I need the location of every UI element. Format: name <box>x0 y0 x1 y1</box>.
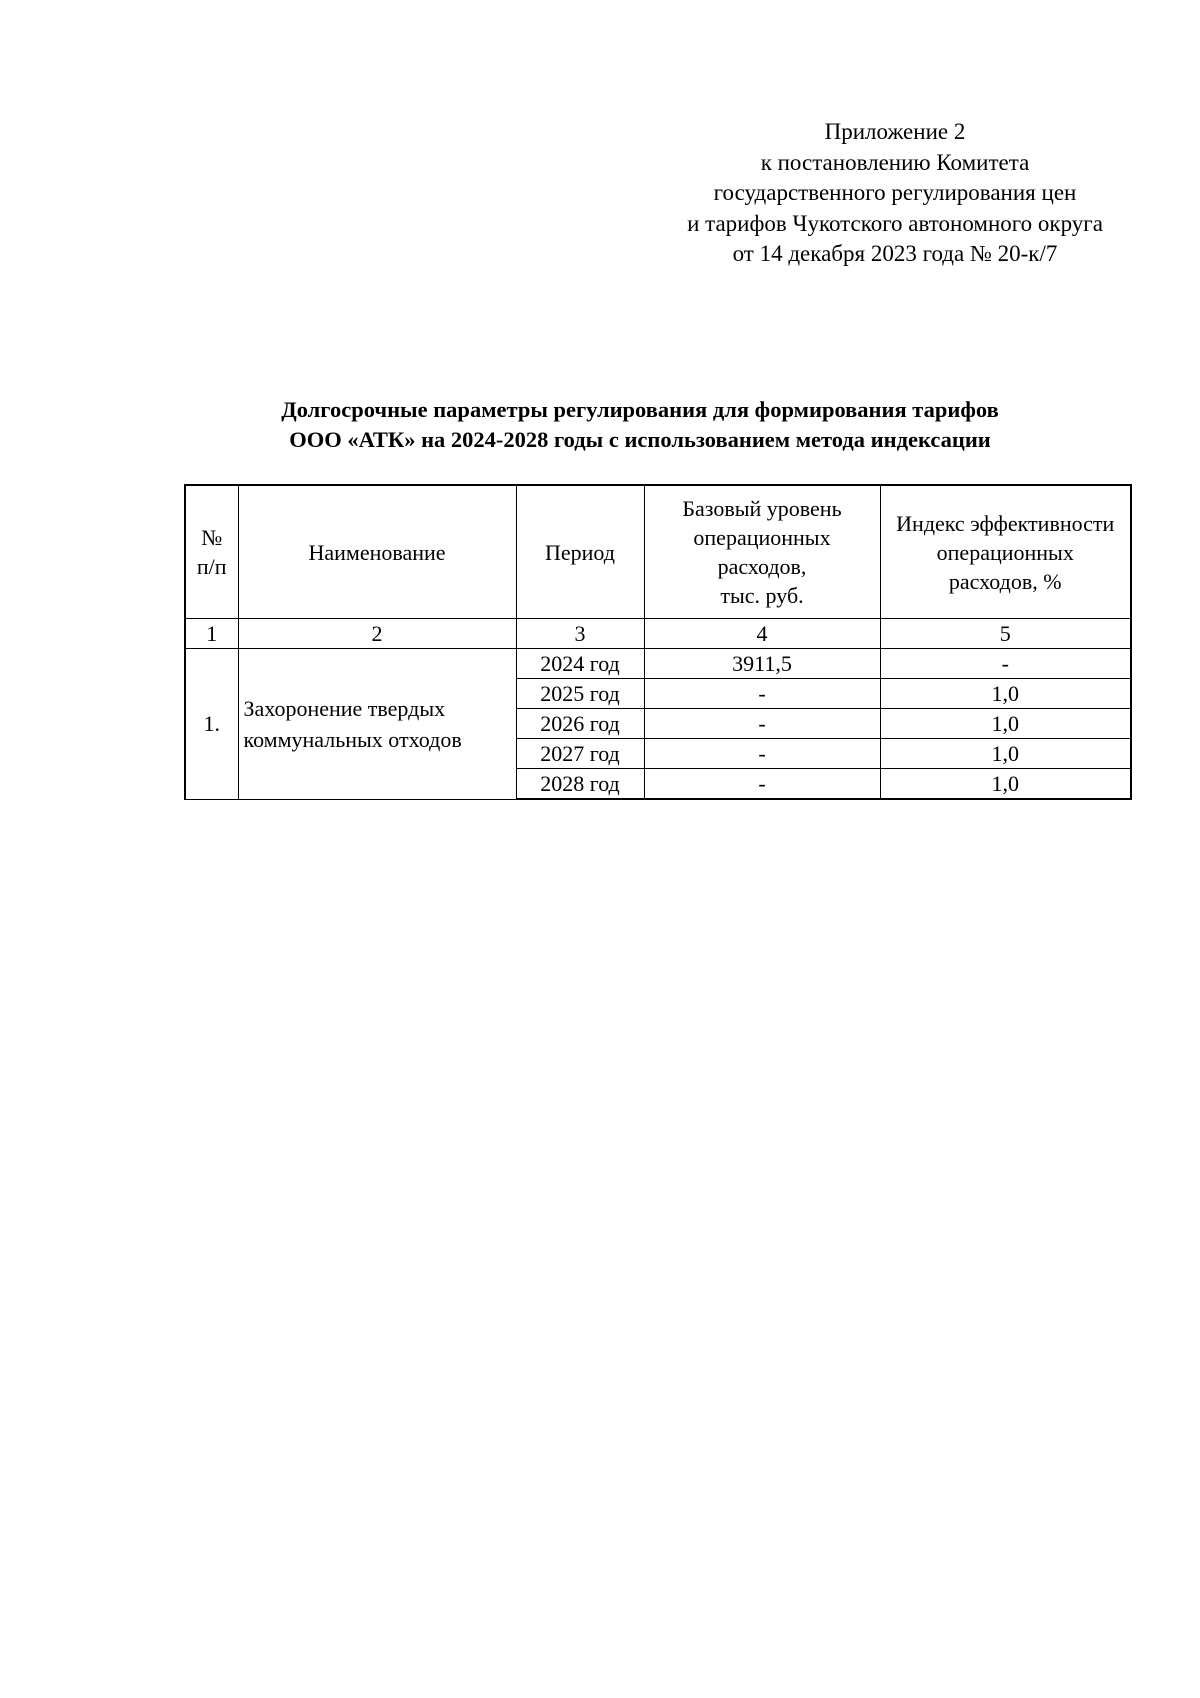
header-number: № п/п <box>185 485 238 619</box>
row-number: 1. <box>185 649 238 800</box>
table-row <box>185 649 1131 679</box>
period-cell: 2025 год <box>516 679 644 709</box>
appendix-note <box>665 117 1125 270</box>
header-efficiency-index: Индекс эффективности операционных расходов, % <box>880 485 1131 619</box>
efficiency-index-cell: - <box>880 649 1131 679</box>
column-number: 1 <box>185 619 238 649</box>
column-number-row <box>185 619 1131 649</box>
appendix-line: к постановлению Комитета <box>760 149 1030 175</box>
column-number: 2 <box>238 619 516 649</box>
document-title-line: ООО «АТК» на 2024-2028 годы с использованием метода индексации <box>289 427 991 452</box>
row-name: Захоронение твердых коммунальных отходов <box>238 649 516 800</box>
period-cell: 2028 год <box>516 769 644 800</box>
column-number: 5 <box>880 619 1131 649</box>
column-number: 3 <box>516 619 644 649</box>
efficiency-index-cell: 1,0 <box>880 769 1131 800</box>
base-level-cell: - <box>644 769 880 800</box>
efficiency-index-cell: 1,0 <box>880 739 1131 769</box>
base-level-cell: - <box>644 739 880 769</box>
header-name: Наименование <box>238 485 516 619</box>
period-cell: 2024 год <box>516 649 644 679</box>
period-cell: 2027 год <box>516 739 644 769</box>
appendix-line: и тарифов Чукотского автономного округа <box>687 210 1103 236</box>
parameters-table <box>184 484 1132 800</box>
period-cell: 2026 год <box>516 709 644 739</box>
appendix-line: от 14 декабря 2023 года № 20-к/7 <box>732 241 1058 266</box>
column-number: 4 <box>644 619 880 649</box>
document-title <box>180 395 1100 455</box>
efficiency-index-cell: 1,0 <box>880 709 1131 739</box>
header-period: Период <box>516 485 644 619</box>
efficiency-index-cell: 1,0 <box>880 679 1131 709</box>
appendix-line: Приложение 2 <box>824 119 966 144</box>
base-level-cell: - <box>644 679 880 709</box>
header-base-level: Базовый уровень операционных расходов, тыс. руб. <box>644 485 880 619</box>
base-level-cell: - <box>644 709 880 739</box>
base-level-cell: 3911,5 <box>644 649 880 679</box>
document-title-line: Долгосрочные параметры регулирования для формирования тарифов <box>281 397 999 422</box>
appendix-line: государственного регулирования цен <box>713 180 1077 205</box>
table-header-row <box>185 485 1131 619</box>
